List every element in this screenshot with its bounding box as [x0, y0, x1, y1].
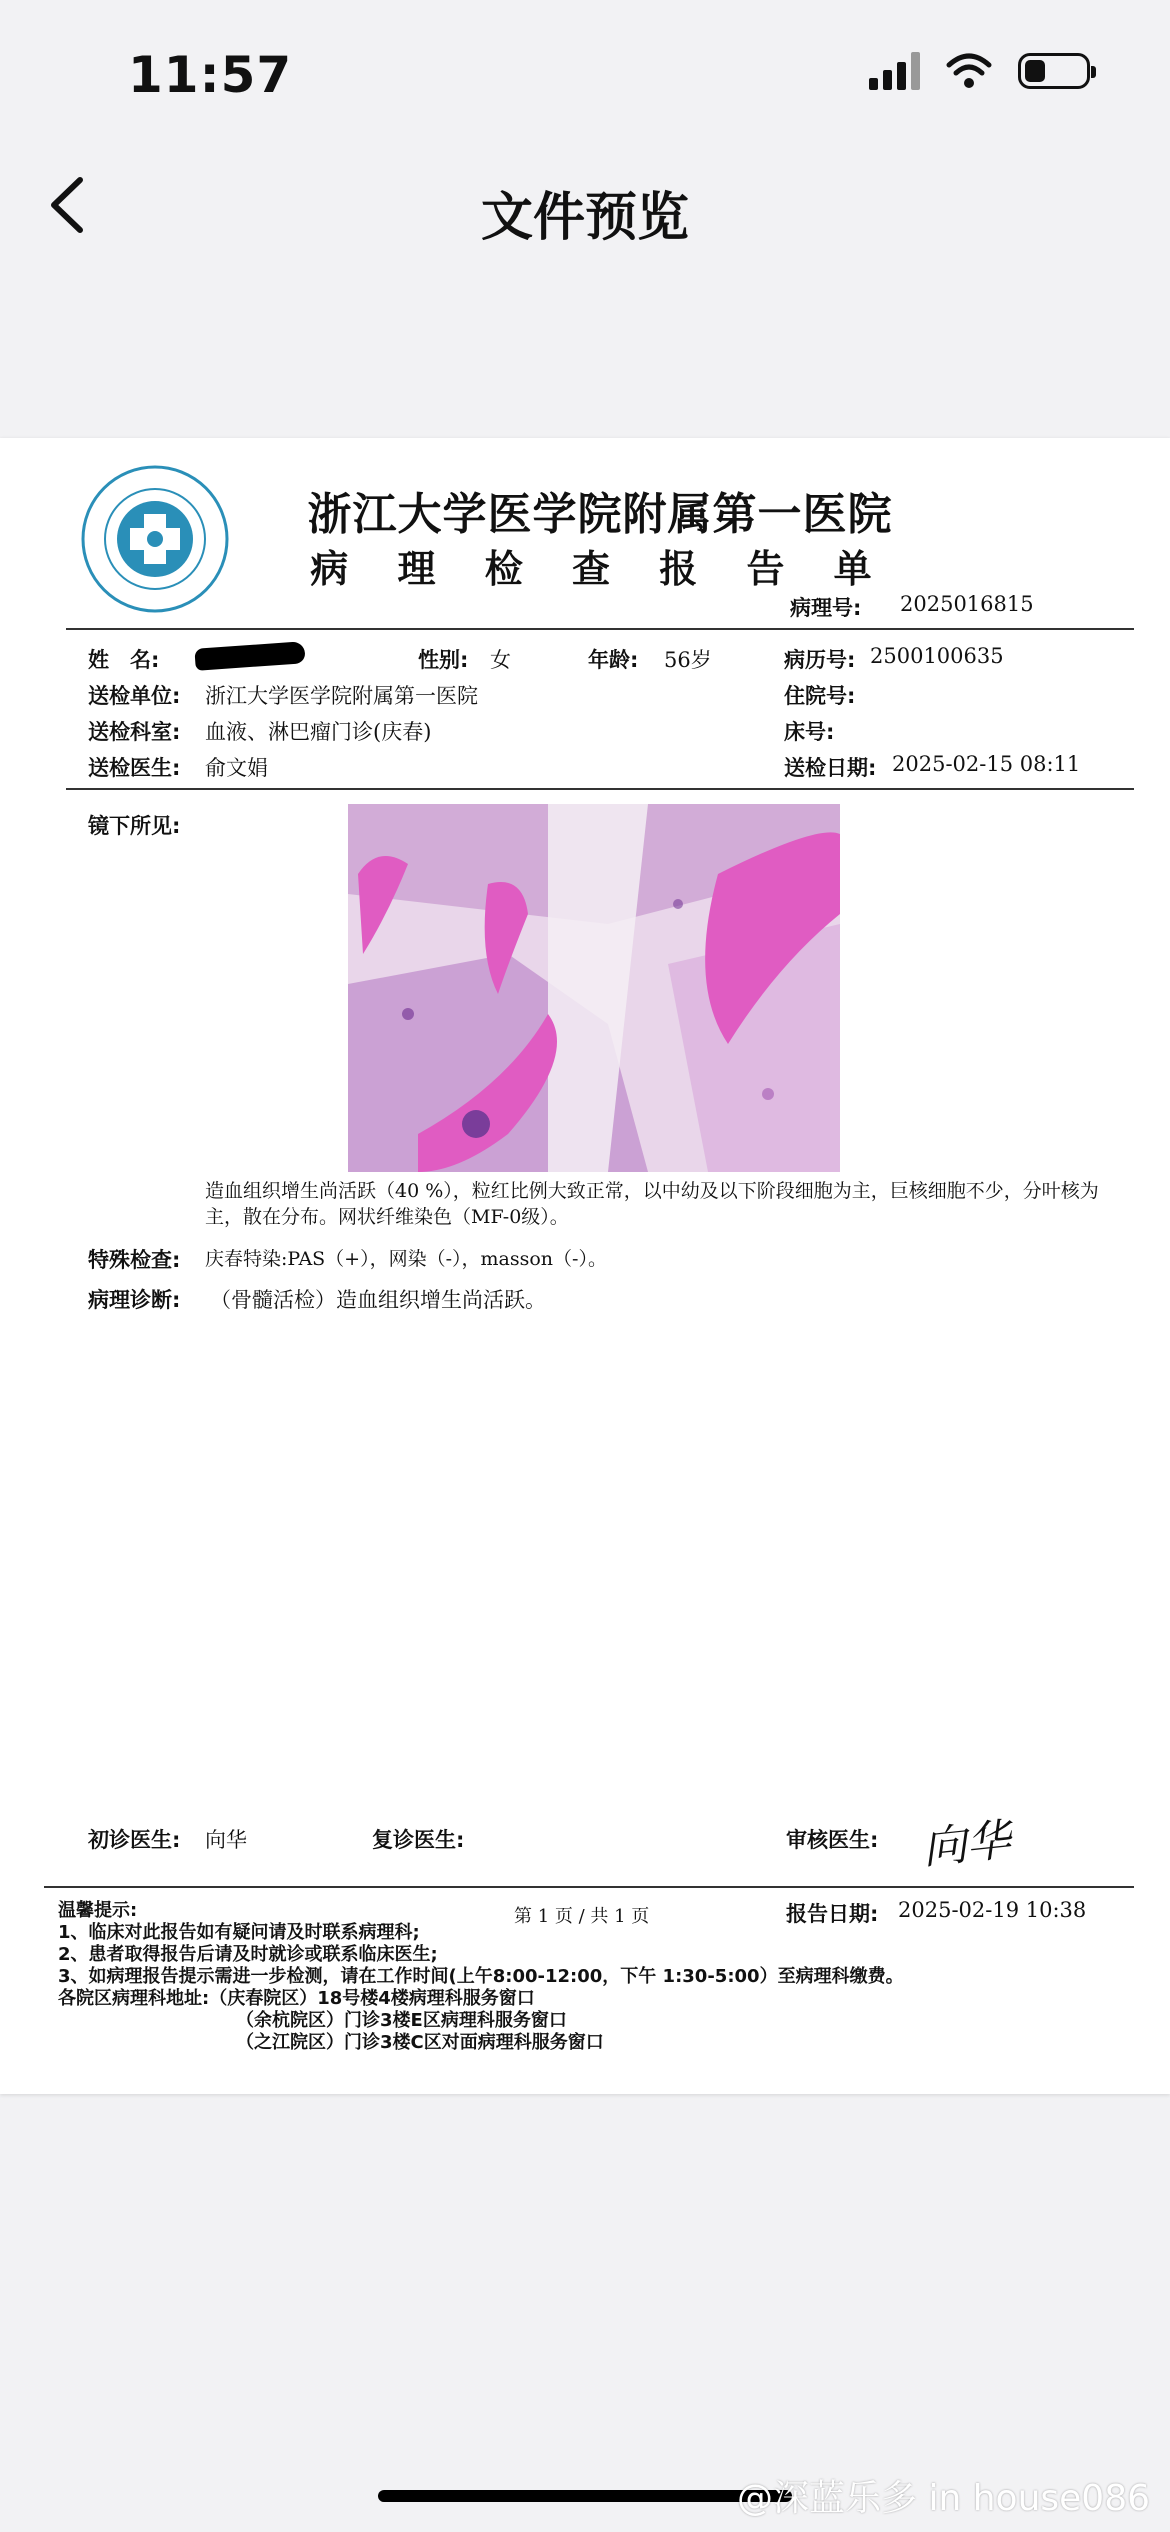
hospital-name: 浙江大学医学院附属第一医院: [307, 489, 893, 540]
initial-doctor-label: 初诊医生:: [88, 1828, 181, 1852]
doctor-label: 送检医生:: [88, 756, 181, 780]
watermark: @深蓝乐多 in house086: [737, 2478, 1150, 2519]
review-doctor-label: 复诊医生:: [372, 1828, 465, 1852]
micro-label: 镜下所见:: [88, 814, 181, 838]
status-icons: [869, 52, 1090, 90]
gender-value: 女: [490, 648, 511, 672]
redacted-name: [194, 641, 305, 671]
dept-label: 送检科室:: [88, 720, 181, 744]
diagnosis-label: 病理诊断:: [88, 1288, 181, 1312]
home-indicator[interactable]: [378, 2490, 792, 2502]
note-item: 各院区病理科地址:（庆春院区）18号楼4楼病理科服务窗口: [58, 1988, 535, 2009]
status-time: 11:57: [128, 46, 293, 104]
microscope-image[interactable]: [348, 804, 840, 1172]
report-type: 病 理 检 查 报 告 单: [310, 546, 890, 591]
hospital-logo-icon: [80, 464, 230, 614]
micro-description: 造血组织增生尚活跃（40 %），粒红比例大致正常，以中幼及以下阶段细胞为主，巨核细胞不少，分叶核为主，散在分布。网状纤维染色（MF-0级）。: [205, 1180, 1099, 1228]
record-no-value: 2500100635: [870, 644, 1004, 668]
note-item: （之江院区）门诊3楼C区对面病理科服务窗口: [236, 2032, 604, 2053]
notes-title: 温馨提示:: [58, 1900, 138, 1921]
unit-label: 送检单位:: [88, 684, 181, 708]
pathology-no-label: 病理号:: [790, 596, 862, 620]
page-title: 文件预览: [480, 188, 689, 248]
note-item: 1、临床对此报告如有疑问请及时联系病理科;: [58, 1922, 420, 1943]
initial-doctor-value: 向华: [205, 1828, 247, 1852]
note-item: 3、如病理报告提示需进一步检测，请在工作时间(上午8:00-12:00，下午 1:30-5:00）至病理科缴费。: [58, 1966, 904, 1987]
special-value: 庆春特染:PAS（+），网染（-），masson（-）。: [205, 1248, 607, 1270]
note-item: 2、患者取得报告后请及时就诊或联系临床医生;: [58, 1944, 438, 1965]
record-no-label: 病历号:: [784, 648, 856, 672]
doctor-value: 俞文娟: [205, 756, 268, 780]
age-value: 56岁: [664, 648, 712, 672]
wifi-icon: [946, 53, 992, 89]
date-label: 送检日期:: [784, 756, 877, 780]
battery-fill: [1025, 60, 1045, 82]
gender-label: 性别:: [418, 648, 469, 672]
audit-doctor-label: 审核医生:: [786, 1828, 879, 1852]
bed-label: 床号:: [784, 720, 835, 744]
report-document: [0, 438, 1170, 2094]
dept-value: 血液、淋巴瘤门诊(庆春): [205, 720, 432, 744]
cellular-signal-icon: [869, 52, 920, 90]
date-value: 2025-02-15 08:11: [892, 752, 1081, 776]
divider: [66, 788, 1134, 790]
unit-value: 浙江大学医学院附属第一医院: [205, 684, 478, 708]
divider: [44, 1886, 1134, 1888]
page-info: 第 1 页 / 共 1 页: [514, 1906, 650, 1927]
pathology-no: 2025016815: [900, 592, 1034, 616]
note-item: （余杭院区）门诊3楼E区病理科服务窗口: [236, 2010, 567, 2031]
name-label: 姓 名:: [88, 648, 160, 672]
diagnosis-value: （骨髓活检）造血组织增生尚活跃。: [210, 1288, 546, 1312]
battery-icon: [1018, 53, 1090, 89]
inpatient-label: 住院号:: [784, 684, 856, 708]
report-date-value: 2025-02-19 10:38: [898, 1898, 1087, 1922]
special-label: 特殊检查:: [88, 1248, 181, 1272]
divider: [66, 628, 1134, 630]
report-date-label: 报告日期:: [786, 1902, 879, 1926]
signature: 向华: [920, 1814, 1013, 1875]
age-label: 年龄:: [588, 648, 639, 672]
